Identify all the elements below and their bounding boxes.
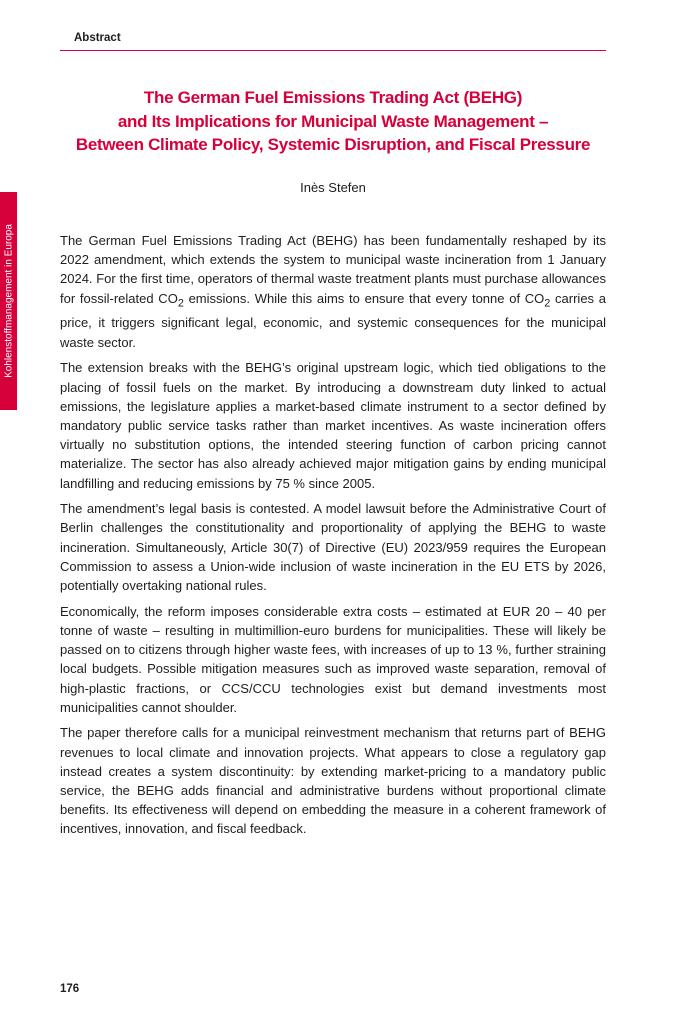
page-number: 176 [60, 983, 80, 995]
article-title [60, 86, 606, 157]
abstract-paragraph-1: The German Fuel Emissions Trading Act (BEHG) has been fundamentally reshaped by its 2022 amendment, which extends the system to municipal waste incineration from 1 January 2024. For the first time, operators of thermal waste treatment plants must purchase allowances for fossil-related $CO_2$ emissions. While this aims to ensure that every tonne of $CO_2$ carries a price, it triggers significant legal, economic, and systemic consequences for the municipal waste sector. [60, 233, 607, 350]
abstract-paragraph-5: The paper therefore calls for a municipal reinvestment mechanism that returns part of BEHG revenues to local climate and innovation projects. What appears to close a regulatory gap instead creates a system discontinuity: by extending market-pricing to a mandatory public service, the BEHG adds financial and administrative burdens without proportional climate benefits. Its effectiveness will depend on embedding the measure in a coherent framework of incentives, innovation, and fiscal feedback. [60, 725, 606, 837]
abstract-paragraph-3: The amendment’s legal basis is contested. A model lawsuit before the Administrative Court of Berlin challenges the constitutionality and proportionality of applying the BEHG to waste incineration. Simultaneously, Article 30(7) of Directive (EU) 2023/959 requires the European Commission to assess a Union-wide inclusion of waste incineration in the EU ETS by 2026, potentially overtaking national rules. [60, 501, 606, 594]
abstract-paragraph-4: Economically, the reform imposes considerable extra costs – estimated at EUR 20 – 40 per tonne of waste – resulting in multimillion-euro burdens for municipalities. These will likely be passed on to citizens through higher waste fees, with increases of up to 13 %, further straining local budgets. Possible mitigation measures such as improved waste separation, removal of high-plastic fractions, or CCS/CCU technologies exist but demand investments most municipalities cannot shoulder. [60, 603, 606, 715]
side-tab-label: Kohlenstoffmanagement in Europa [3, 224, 14, 378]
header-divider [60, 50, 606, 51]
title-line-3: Between Climate Policy, Systemic Disruption, and Fiscal Pressure [75, 135, 591, 154]
side-tab [0, 192, 17, 410]
abstract-body [60, 231, 606, 845]
title-line-2: and Its Implications for Municipal Waste Management – [117, 111, 549, 131]
subscript-2: 2 [544, 297, 551, 310]
author-name: Inès Stefen [300, 180, 366, 195]
subscript-2: 2 [177, 297, 184, 310]
title-line-1: The German Fuel Emissions Trading Act (BEHG) [143, 88, 523, 107]
abstract-paragraph-2: The extension breaks with the BEHG’s original upstream logic, which tied obligations to the placing of fossil fuels on the market. By introducing a downstream duty linked to actual emissions, the legislature applies a market-based climate instrument to a sector defined by mandatory public service tasks rather than market incentives. As waste incineration offers virtually no substitution options, the intended steering function of carbon pricing cannot materialize. The sector has also already achieved major mitigation gains by ending municipal landfilling and reducing emissions by 75 % since 2005. [60, 360, 606, 491]
section-label: Abstract [74, 32, 121, 44]
